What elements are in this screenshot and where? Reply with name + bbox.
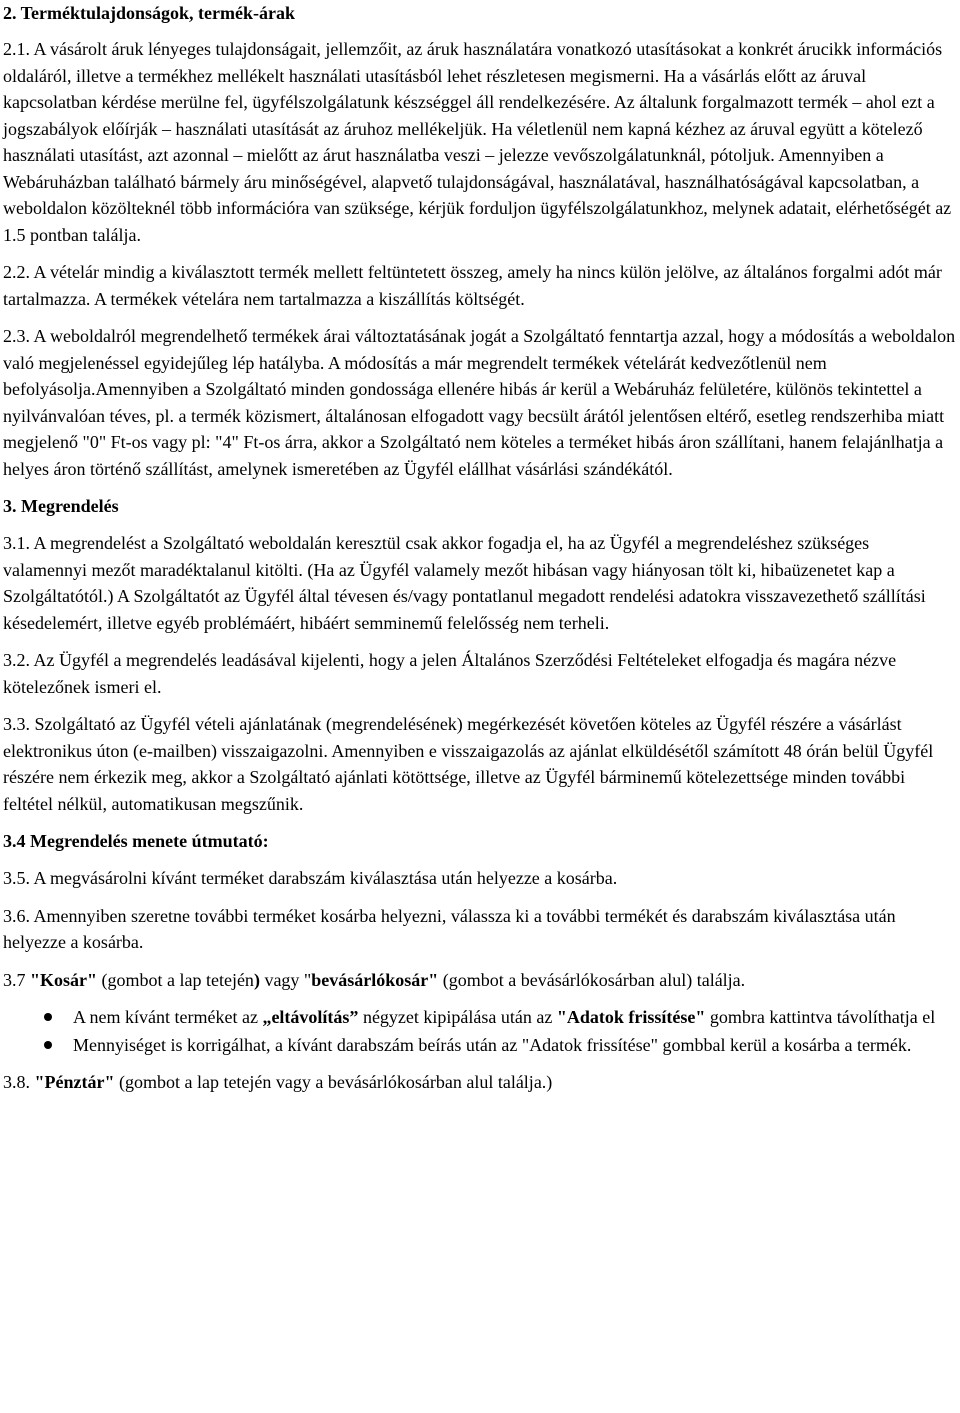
- bullet-2-text: Mennyiséget is korrigálhat, a kívánt darabszám beírás után az "Adatok frissítése" gombbal kerül a kosárba a termék.: [73, 1034, 912, 1055]
- bullet-1-text-2: négyzet kipipálása után az: [358, 1007, 557, 1027]
- bullet-icon: [44, 1041, 52, 1049]
- bullet-1-text-1: A nem kívánt terméket az: [73, 1007, 263, 1027]
- spacer: [3, 26, 957, 36]
- kosar-label: "Kosár": [30, 969, 97, 990]
- list-item: [73, 1004, 957, 1031]
- paragraph-3-8: [3, 1069, 957, 1096]
- adatok-frissitese-label: "Adatok frissítése": [556, 1007, 706, 1027]
- eltavolitas-label: „eltávolítás”: [262, 1007, 359, 1027]
- p37-paren: ): [253, 969, 260, 990]
- paragraph-2-3: 2.3. A weboldalról megrendelhető termékek árai változtatásának jogát a Szolgáltató fenntartja azzal, hogy a módosítás a weboldalon való megjelenéssel egyidejűleg lép hatályba. A módosítás a már megrendelt termékek vételárát kedvezőtlenül nem befolyásolja.Amennyiben a Szolgáltató minden gondossága ellenére hibás ár kerül a Webáruház felületére, különös tekintettel a nyilvánvalóan téves, pl. a termék közismert, általánosan elfogadott vagy becsült árától jelentősen eltérő, esetleg rendszerhiba miatt megjelenő "0" Ft-os vagy pl: "4" Ft-os árra, akkor a Szolgáltató nem köteles a terméket hibás áron szállítani, hanem felajánlhatja a helyes áron történő szállítást, amelynek ismeretében az Ügyfél elállhat vásárlási szándékától.: [3, 326, 956, 479]
- section-3-heading: 3. Megrendelés: [3, 496, 119, 516]
- section-3-4-heading: 3.4 Megrendelés menete útmutató:: [3, 831, 269, 851]
- bullet-1-text-3: gombra kattintva távolíthatja el: [705, 1007, 936, 1027]
- paragraph-3-5: 3.5. A megvásárolni kívánt terméket darabszám kiválasztása után helyezze a kosárba.: [3, 868, 618, 888]
- section-2-heading: 2. Terméktulajdonságok, termék-árak: [3, 3, 295, 23]
- paragraph-3-7: [3, 967, 957, 994]
- paragraph-3-3: 3.3. Szolgáltató az Ügyfél vételi ajánlatának (megrendelésének) megérkezését követően köteles az Ügyfél részére a vásárlást elektronikus úton (e-mailben) visszaigazolni. Amennyiben e visszaigazolás az ajánlat elküldésétől számított 48 órán belül Ügyfél részére nem érkezik meg, akkor a Szolgáltató ajánlati kötöttsége, illetve az Ügyfél bárminemű kötelezettsége minden további feltétel nélkül, automatikusan megszűnik.: [3, 714, 934, 814]
- p37-mid2: vagy ": [259, 969, 312, 990]
- paragraph-3-6: 3.6. Amennyiben szeretne további terméket kosárba helyezni, válassza ki a további termékét és darabszám kiválasztása után helyezze a kosárba.: [3, 905, 896, 952]
- p37-prefix: 3.7: [3, 969, 30, 990]
- list-item: [73, 1032, 957, 1059]
- paragraph-2-2: 2.2. A vételár mindig a kiválasztott termék mellett feltüntetett összeg, amely ha nincs külön jelölve, az általános forgalmi adót már tartalmazza. A termékek vételára nem tartalmazza a kiszállítás költségét.: [3, 262, 942, 309]
- paragraph-3-1: 3.1. A megrendelést a Szolgáltató weboldalán keresztül csak akkor fogadja el, ha az Ügyfél a megrendeléshez szükséges valamennyi mezőt maradéktalanul kitölti. (Ha az Ügyfél valamely mezőt hibásan vagy hiányosan tölt ki, hibaüzenetet kap a Szolgáltatótól.) A Szolgáltatót az Ügyfél által tévesen és/vagy pontatlanul megadott rendelési adatokra visszavezethető szállítási késedelemért, illetve egyéb problémáért, hibáért semminemű felelősség nem terheli.: [3, 533, 926, 633]
- p38-prefix: 3.8.: [3, 1072, 35, 1092]
- instruction-bullet-list: [3, 1004, 957, 1058]
- penztar-label: "Pénztár": [34, 1072, 115, 1092]
- paragraph-2-1: 2.1. A vásárolt áruk lényeges tulajdonságait, jellemzőit, az áruk használatára vonatkozó utasításokat a konkrét árucikk információs oldaláról, illetve a termékhez mellékelt használati utasításból lehet részletesen megismerni. Ha a vásárlás előtt az áruval kapcsolatban kérdése merülne fel, ügyfélszolgálatunk készséggel áll rendelkezésére. Az általunk forgalmazott termék – ahol ezt a jogszabályok előírják – használati utasítását az áruhoz mellékeljük. Ha véletlenül nem kapná kézhez az áruval együtt a kötelező használati utasítást, azt azonnal – mielőtt az árut használatba veszi – jelezze vevőszolgálatunknál, pótoljuk. Amennyiben a Webáruházban található bármely áru minőségével, alapvető tulajdonságával, használatával, használhatóságával kapcsolatban, a weboldalon közölteknél több információra van szüksége, kérjük forduljon ügyfélszolgálatunkhoz, melynek adatait, elérhetőségét az 1.5 pontban találja.: [3, 39, 952, 245]
- paragraph-3-2: 3.2. Az Ügyfél a megrendelés leadásával kijelenti, hogy a jelen Általános Szerződési Feltételeket elfogadja és magára nézve kötelezőnek ismeri el.: [3, 650, 897, 697]
- bevasarlokosar-label: bevásárlókosár": [311, 969, 439, 990]
- bullet-icon: [44, 1013, 52, 1021]
- p37-mid1: (gombot a lap tetején: [96, 969, 254, 990]
- p38-suffix: (gombot a lap tetején vagy a bevásárlókosárban alul találja.): [114, 1072, 553, 1092]
- p37-suffix: (gombot a bevásárlókosárban alul) találja.: [438, 969, 746, 990]
